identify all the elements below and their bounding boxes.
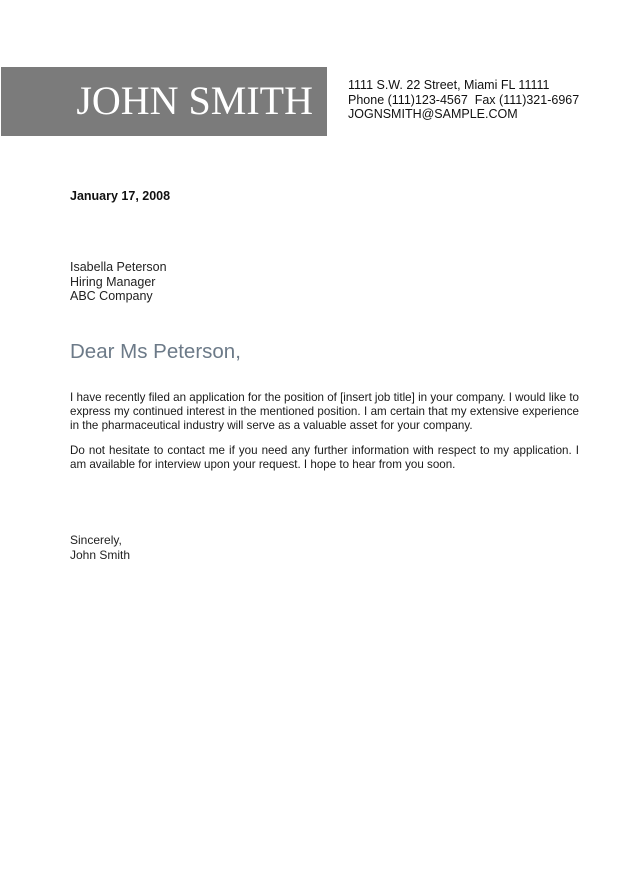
sender-address: 1111 S.W. 22 Street, Miami FL 11111: [348, 78, 550, 92]
sender-name: JOHN SMITH: [76, 78, 313, 123]
name-banner: [1, 67, 327, 136]
letter-body: [70, 391, 579, 482]
sender-email: JOGNSMITH@SAMPLE.COM: [348, 107, 518, 121]
signature-name: John Smith: [70, 547, 131, 562]
body-paragraph: Do not hesitate to contact me if you need any further information with respect to my application. I am available for interview upon your request. I hope to hear from you soon.: [70, 443, 579, 471]
body-paragraph: I have recently filed an application for the position of [insert job title] in your company. I would like to express my continued interest in the mentioned position. I am certain that my extensive experience in the pharmaceutical industry will serve as a valuable asset for your company.: [70, 391, 579, 433]
salutation: Dear Ms Peterson,: [70, 340, 241, 363]
contact-block: [348, 78, 579, 122]
valediction: Sincerely,: [70, 533, 122, 547]
recipient-title: Hiring Manager: [70, 274, 156, 289]
recipient-name: Isabella Peterson: [70, 260, 167, 274]
recipient-company: ABC Company: [70, 289, 153, 303]
recipient-block: [70, 260, 167, 304]
closing-block: [70, 533, 130, 562]
letter-date: January 17, 2008: [70, 189, 171, 203]
sender-phone-fax: Phone (111)123-4567 Fax (111)321-6967: [348, 92, 580, 107]
